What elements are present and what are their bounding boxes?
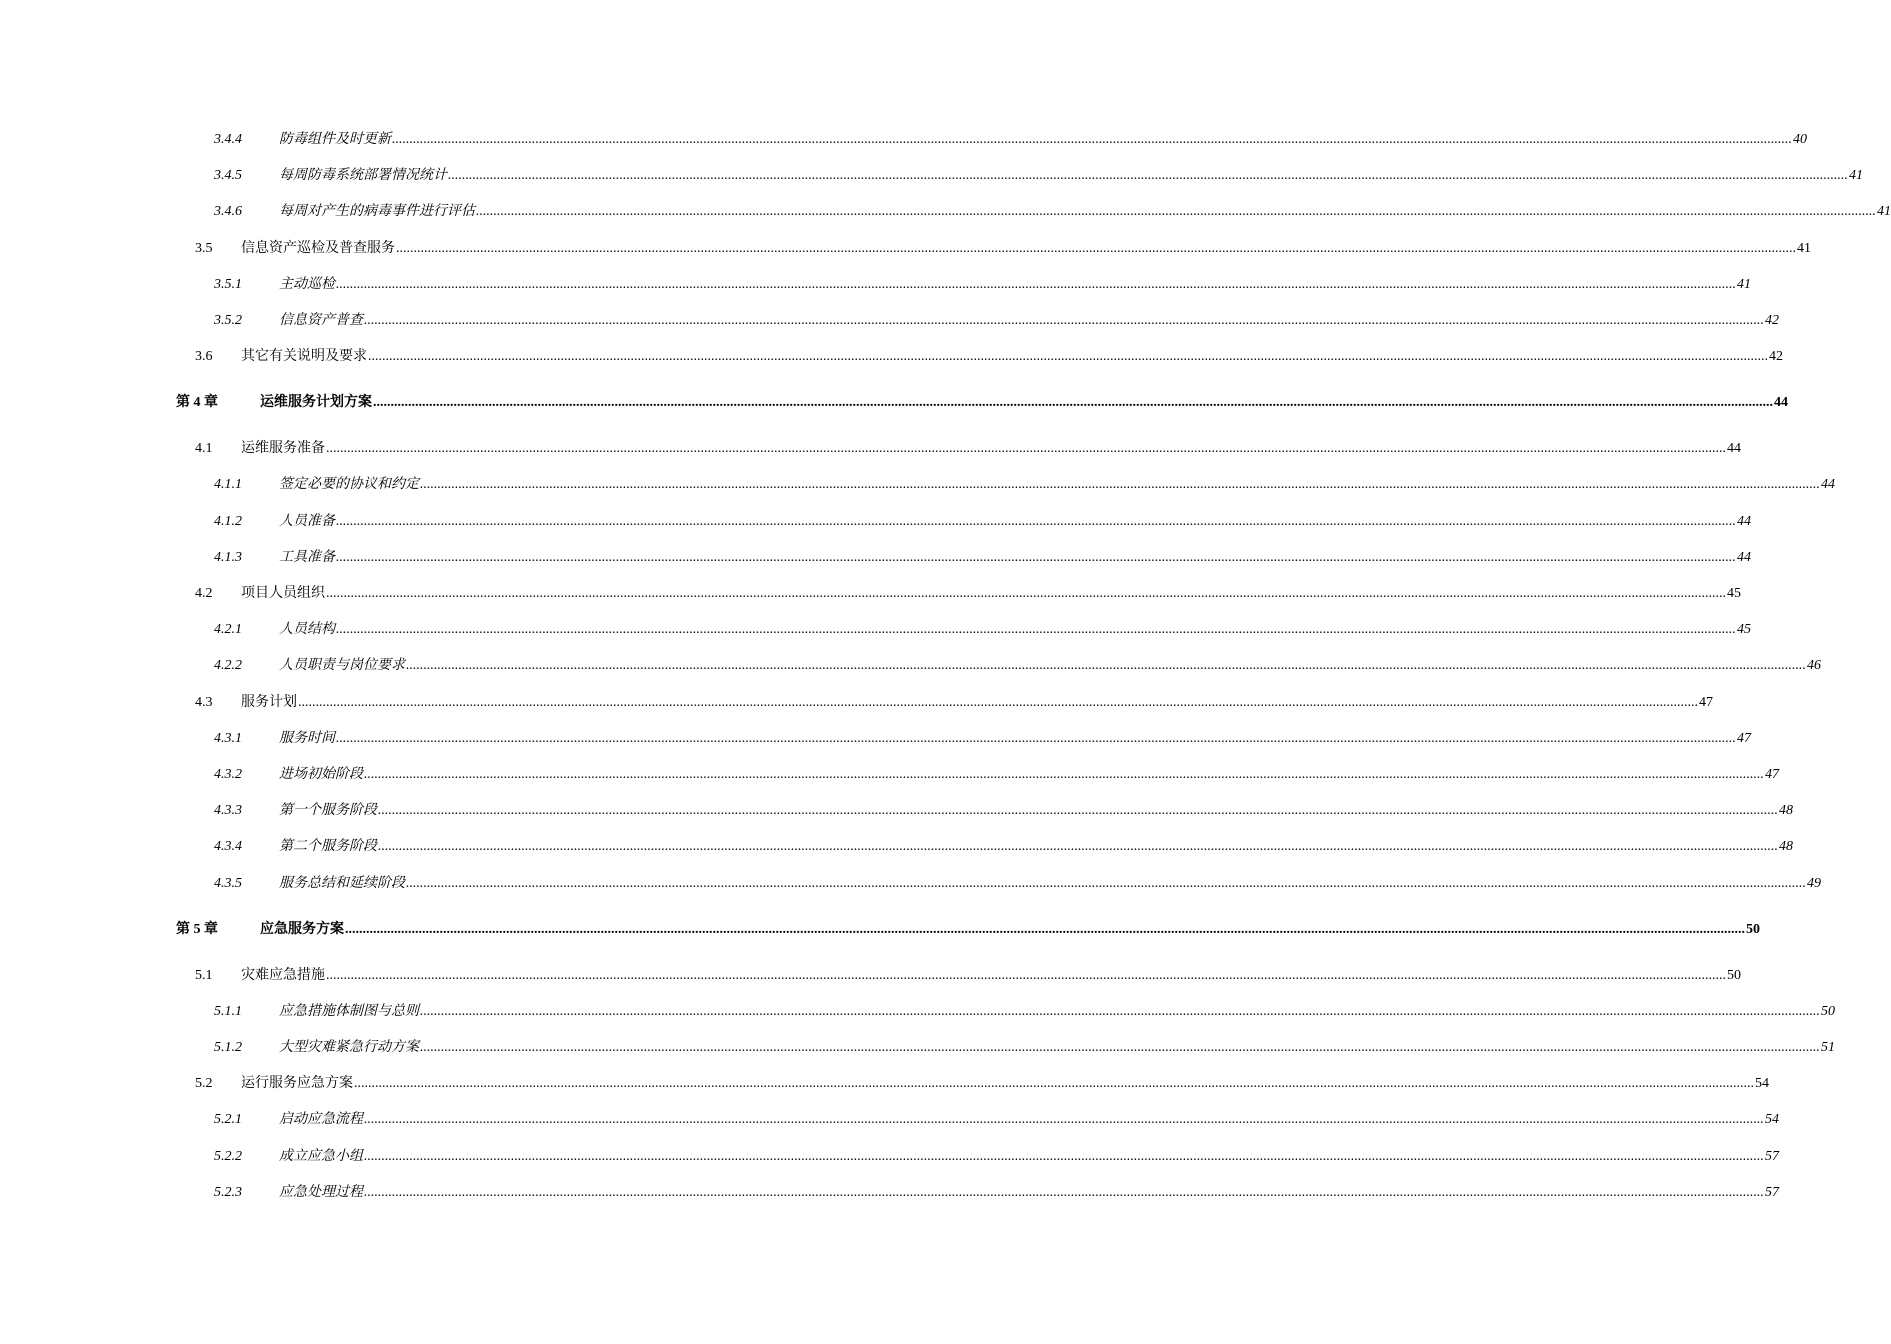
toc-entry-title: 信息资产巡检及普查服务	[241, 240, 395, 256]
toc-dot-leader: ................................................................................................................................................................................................................................................................................................................................................................................................................	[396, 241, 1796, 256]
toc-entry-number: 3.6	[195, 349, 213, 364]
toc-entry-page: 41	[1797, 241, 1811, 256]
toc-entry-page: 41	[1737, 277, 1751, 292]
toc-entry[interactable]	[214, 1147, 1779, 1165]
toc-entry-page: 48	[1779, 803, 1793, 818]
toc-entry-title: 工具准备	[279, 549, 335, 565]
toc-entry[interactable]	[214, 275, 1751, 293]
toc-entry-number: 4.3.3	[214, 803, 242, 818]
toc-entry-title: 项目人员组织	[241, 585, 325, 601]
toc-entry-page: 51	[1821, 1040, 1835, 1055]
toc-entry-title: 大型灾难紧急行动方案	[279, 1039, 419, 1055]
toc-entry-title: 成立应急小组	[279, 1148, 363, 1164]
toc-dot-leader: ................................................................................................................................................................................................................................................................................................................................................................................................................	[354, 1076, 1754, 1091]
toc-entry-page: 47	[1765, 767, 1779, 782]
toc-entry[interactable]	[214, 729, 1751, 747]
toc-entry[interactable]	[214, 1110, 1779, 1128]
toc-entry-title: 灾难应急措施	[241, 967, 325, 983]
toc-entry-title: 主动巡检	[279, 276, 335, 292]
toc-entry[interactable]	[214, 801, 1793, 819]
toc-entry-page: 50	[1746, 922, 1760, 937]
toc-entry-page: 44	[1727, 441, 1741, 456]
toc-entry-page: 44	[1737, 550, 1751, 565]
toc-entry-number: 4.3	[195, 695, 213, 710]
toc-entry-number: 5.1.1	[214, 1004, 242, 1019]
toc-entry-page: 47	[1699, 695, 1713, 710]
toc-entry-page: 44	[1821, 477, 1835, 492]
toc-entry-number: 4.1.2	[214, 514, 242, 529]
toc-entry[interactable]	[214, 548, 1751, 566]
toc-chapter-entry[interactable]	[176, 393, 1788, 411]
toc-dot-leader: ................................................................................................................................................................................................................................................................................................................................................................................................................	[336, 277, 1736, 292]
toc-entry-title: 人员结构	[279, 621, 335, 637]
toc-entry-page: 44	[1774, 395, 1788, 410]
toc-entry-page: 49	[1807, 876, 1821, 891]
toc-dot-leader: ................................................................................................................................................................................................................................................................................................................................................................................................................	[364, 1185, 1764, 1200]
toc-entry-title: 防毒组件及时更新	[279, 131, 391, 147]
toc-dot-leader: ................................................................................................................................................................................................................................................................................................................................................................................................................	[420, 1004, 1820, 1019]
toc-dot-leader: ................................................................................................................................................................................................................................................................................................................................................................................................................	[420, 1040, 1820, 1055]
toc-entry-number: 3.5	[195, 241, 213, 256]
toc-entry-page: 54	[1755, 1076, 1769, 1091]
toc-entry-page: 40	[1793, 132, 1807, 147]
toc-entry-number: 4.3.2	[214, 767, 242, 782]
toc-entry-page: 50	[1821, 1004, 1835, 1019]
toc-entry[interactable]	[214, 765, 1779, 783]
toc-entry[interactable]	[214, 166, 1863, 184]
toc-entry-page: 41	[1877, 204, 1891, 219]
toc-entry-title: 服务总结和延续阶段	[279, 875, 405, 891]
toc-entry-page: 46	[1807, 658, 1821, 673]
toc-entry-number: 3.5.1	[214, 277, 242, 292]
toc-entry-number: 5.2	[195, 1076, 213, 1091]
toc-entry-number: 4.3.5	[214, 876, 242, 891]
toc-chapter-entry[interactable]	[176, 920, 1760, 938]
toc-entry-page: 44	[1737, 514, 1751, 529]
toc-entry-number: 5.2.1	[214, 1112, 242, 1127]
toc-entry[interactable]	[214, 475, 1835, 493]
toc-entry-title: 服务计划	[241, 694, 297, 710]
toc-entry-number: 3.4.6	[214, 204, 242, 219]
toc-entry-page: 48	[1779, 839, 1793, 854]
toc-entry[interactable]	[214, 1002, 1835, 1020]
toc-dot-leader: ................................................................................................................................................................................................................................................................................................................................................................................................................	[326, 441, 1726, 456]
toc-entry[interactable]	[195, 347, 1783, 365]
toc-entry-title: 第一个服务阶段	[279, 802, 377, 818]
toc-dot-leader: ................................................................................................................................................................................................................................................................................................................................................................................................................	[392, 132, 1792, 147]
toc-entry-number: 5.2.2	[214, 1149, 242, 1164]
toc-dot-leader: ................................................................................................................................................................................................................................................................................................................................................................................................................	[336, 622, 1736, 637]
toc-entry-title: 启动应急流程	[279, 1111, 363, 1127]
toc-entry-page: 45	[1737, 622, 1751, 637]
toc-entry[interactable]	[214, 311, 1779, 329]
toc-entry-number: 第 5 章	[176, 922, 218, 937]
toc-entry-page: 50	[1727, 968, 1741, 983]
toc-entry-title: 应急服务方案	[260, 921, 344, 937]
toc-entry-title: 进场初始阶段	[279, 766, 363, 782]
toc-entry-page: 42	[1765, 313, 1779, 328]
toc-dot-leader: ................................................................................................................................................................................................................................................................................................................................................................................................................	[336, 550, 1736, 565]
toc-entry-number: 4.2	[195, 586, 213, 601]
toc-entry-title: 信息资产普查	[279, 312, 363, 328]
toc-dot-leader: ................................................................................................................................................................................................................................................................................................................................................................................................................	[364, 313, 1764, 328]
toc-entry-title: 运维服务准备	[241, 440, 325, 456]
toc-entry-number: 4.1.1	[214, 477, 242, 492]
toc-entry[interactable]	[195, 1074, 1769, 1092]
toc-entry-number: 4.1	[195, 441, 213, 456]
toc-entry[interactable]	[195, 439, 1741, 457]
toc-entry[interactable]	[195, 584, 1741, 602]
toc-entry[interactable]	[214, 874, 1821, 892]
toc-entry-number: 3.4.5	[214, 168, 242, 183]
toc-dot-leader: ................................................................................................................................................................................................................................................................................................................................................................................................................	[336, 731, 1736, 746]
toc-entry-page: 45	[1727, 586, 1741, 601]
toc-entry-page: 54	[1765, 1112, 1779, 1127]
toc-dot-leader: ................................................................................................................................................................................................................................................................................................................................................................................................................	[345, 922, 1745, 937]
toc-dot-leader: ................................................................................................................................................................................................................................................................................................................................................................................................................	[326, 586, 1726, 601]
toc-entry-title: 人员职责与岗位要求	[279, 657, 405, 673]
toc-entry-number: 4.2.1	[214, 622, 242, 637]
toc-entry-page: 41	[1849, 168, 1863, 183]
toc-entry[interactable]	[195, 966, 1741, 984]
toc-entry[interactable]	[214, 130, 1807, 148]
toc-entry[interactable]	[195, 239, 1811, 257]
toc-entry-title: 人员准备	[279, 513, 335, 529]
toc-entry-page: 42	[1769, 349, 1783, 364]
toc-entry-page: 57	[1765, 1149, 1779, 1164]
toc-dot-leader: ................................................................................................................................................................................................................................................................................................................................................................................................................	[406, 658, 1806, 673]
toc-entry-title: 应急处理过程	[279, 1184, 363, 1200]
toc-entry-page: 47	[1737, 731, 1751, 746]
toc-dot-leader: ................................................................................................................................................................................................................................................................................................................................................................................................................	[364, 1112, 1764, 1127]
toc-dot-leader: ................................................................................................................................................................................................................................................................................................................................................................................................................	[448, 168, 1848, 183]
toc-dot-leader: ................................................................................................................................................................................................................................................................................................................................................................................................................	[378, 803, 1778, 818]
toc-dot-leader: ................................................................................................................................................................................................................................................................................................................................................................................................................	[336, 514, 1736, 529]
toc-entry-number: 第 4 章	[176, 395, 218, 410]
toc-entry-number: 5.1.2	[214, 1040, 242, 1055]
toc-dot-leader: ................................................................................................................................................................................................................................................................................................................................................................................................................	[378, 839, 1778, 854]
toc-entry[interactable]	[214, 837, 1793, 855]
toc-dot-leader: ................................................................................................................................................................................................................................................................................................................................................................................................................	[420, 477, 1820, 492]
toc-entry-number: 4.1.3	[214, 550, 242, 565]
toc-entry-number: 5.2.3	[214, 1185, 242, 1200]
toc-entry-number: 5.1	[195, 968, 213, 983]
toc-entry-number: 4.2.2	[214, 658, 242, 673]
toc-entry[interactable]	[214, 656, 1821, 674]
toc-entry[interactable]	[214, 1183, 1779, 1201]
toc-entry-title: 每周对产生的病毒事件进行评估	[279, 203, 475, 219]
toc-dot-leader: ................................................................................................................................................................................................................................................................................................................................................................................................................	[364, 1149, 1764, 1164]
toc-dot-leader: ................................................................................................................................................................................................................................................................................................................................................................................................................	[406, 876, 1806, 891]
toc-entry[interactable]	[214, 202, 1891, 220]
toc-entry-title: 每周防毒系统部署情况统计	[279, 167, 447, 183]
toc-entry-title: 其它有关说明及要求	[241, 348, 367, 364]
toc-dot-leader: ................................................................................................................................................................................................................................................................................................................................................................................................................	[326, 968, 1726, 983]
toc-dot-leader: ................................................................................................................................................................................................................................................................................................................................................................................................................	[476, 204, 1876, 219]
toc-entry[interactable]	[214, 512, 1751, 530]
toc-entry-number: 3.4.4	[214, 132, 242, 147]
toc-dot-leader: ................................................................................................................................................................................................................................................................................................................................................................................................................	[364, 767, 1764, 782]
toc-entry-title: 服务时间	[279, 730, 335, 746]
toc-entry-title: 第二个服务阶段	[279, 838, 377, 854]
toc-entry[interactable]	[214, 620, 1751, 638]
toc-entry-number: 4.3.4	[214, 839, 242, 854]
toc-entry-title: 应急措施体制图与总则	[279, 1003, 419, 1019]
toc-entry-title: 运维服务计划方案	[260, 394, 372, 410]
toc-entry-number: 3.5.2	[214, 313, 242, 328]
toc-dot-leader: ................................................................................................................................................................................................................................................................................................................................................................................................................	[298, 695, 1698, 710]
toc-entry-title: 运行服务应急方案	[241, 1075, 353, 1091]
toc-entry[interactable]	[214, 1038, 1835, 1056]
toc-entry-number: 4.3.1	[214, 731, 242, 746]
toc-entry[interactable]	[195, 693, 1713, 711]
toc-entry-title: 签定必要的协议和约定	[279, 476, 419, 492]
toc-dot-leader: ................................................................................................................................................................................................................................................................................................................................................................................................................	[368, 349, 1768, 364]
toc-dot-leader: ................................................................................................................................................................................................................................................................................................................................................................................................................	[373, 395, 1773, 410]
toc-entry-page: 57	[1765, 1185, 1779, 1200]
